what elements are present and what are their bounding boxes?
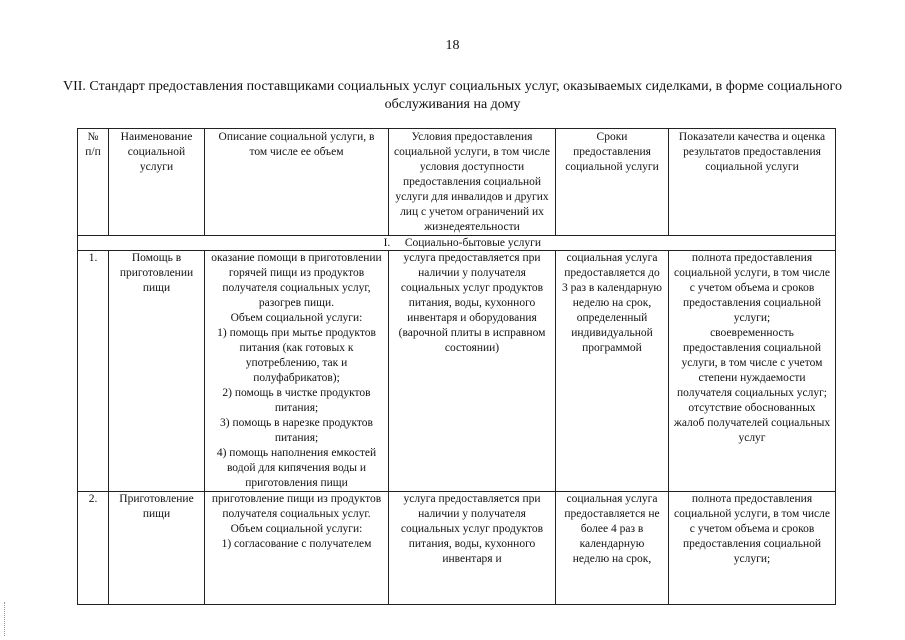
- description-text: 2) помощь в чистке продуктов питания;: [222, 387, 371, 414]
- row-conditions: услуга предоставляется при наличии у получателя социальных услуг продуктов питания, воды, кухонного инвентаря и: [389, 492, 556, 605]
- description-text: 4) помощь наполнения емкостей водой для кипячения воды и приготовления пищи: [216, 447, 377, 489]
- description-text: Объем социальной услуги:: [230, 523, 363, 535]
- description-text: 1) помощь при мытье продуктов питания (как готовых к употреблению, так и полуфабрикатов);: [217, 327, 376, 384]
- description-text: оказание помощи в приготовлении горячей пищи из продуктов получателя социальных услуг, разогрев пищи.: [211, 252, 382, 309]
- header-number: № п/п: [78, 129, 109, 236]
- row-service-name: Приготовление пищи: [109, 492, 205, 605]
- indicator-text: полнота предоставления социальной услуги, в том числе с учетом объема и сроков предоставления социальной услуги;: [674, 252, 830, 324]
- row-service-name: Помощь в приготовлении пищи: [109, 251, 205, 492]
- indicator-text: своевременность предоставления социальной услуги, в том числе с учетом степени нуждаемости получателя социальных услуг;: [677, 327, 827, 399]
- table-row: [78, 492, 836, 605]
- row-indicators: [669, 492, 836, 605]
- description-text: 3) помощь в нарезке продуктов питания;: [220, 417, 373, 444]
- header-description: Описание социальной услуги, в том числе ее объем: [205, 129, 389, 236]
- description-text: приготовление пищи из продуктов получателя социальных услуг.: [211, 493, 382, 520]
- row-number: 1.: [78, 251, 109, 492]
- group-heading: [78, 236, 836, 251]
- row-conditions: услуга предоставляется при наличии у получателя социальных услуг продуктов питания, воды, кухонного инвентаря и оборудования (варочной плиты в исправном состоянии): [389, 251, 556, 492]
- row-number: 2.: [78, 492, 109, 605]
- scan-edge-mark: [4, 602, 7, 636]
- header-terms: Сроки предоставления социальной услуги: [556, 129, 669, 236]
- standard-table: [77, 128, 836, 605]
- row-terms: социальная услуга предоставляется не более 4 раз в календарную неделю на срок,: [556, 492, 669, 605]
- description-text: Объем социальной услуги:: [230, 312, 363, 324]
- table-header-row: [78, 129, 836, 236]
- group-title: Социально-бытовые услуги: [404, 237, 542, 249]
- indicator-text: отсутствие обоснованных жалоб получателей социальных услуг: [673, 402, 831, 444]
- row-description: [205, 492, 389, 605]
- header-indicators: Показатели качества и оценка результатов предоставления социальной услуги: [669, 129, 836, 236]
- page-number: 18: [445, 38, 460, 53]
- header-conditions: Условия предоставления социальной услуги, в том числе условия доступности предоставления социальной услуги для инвалидов и других лиц с учетом ограничений их жизнедеятельности: [389, 129, 556, 236]
- table-row: [78, 251, 836, 492]
- row-terms: социальная услуга предоставляется до 3 раз в календарную неделю на срок, определенный индивидуальной программой: [556, 251, 669, 492]
- section-title: VII. Стандарт предоставления поставщиками социальных услуг социальных услуг, оказываемых сиделками, в форме социального обслуживания на дому: [62, 79, 842, 112]
- row-indicators: [669, 251, 836, 492]
- group-number: I.: [383, 237, 391, 249]
- description-text: 1) согласование с получателем: [221, 538, 372, 550]
- header-service-name: Наименование социальной услуги: [109, 129, 205, 236]
- indicator-text: полнота предоставления социальной услуги, в том числе с учетом объема и сроков предоставления социальной услуги;: [674, 493, 830, 565]
- group-row: [78, 236, 836, 251]
- row-description: [205, 251, 389, 492]
